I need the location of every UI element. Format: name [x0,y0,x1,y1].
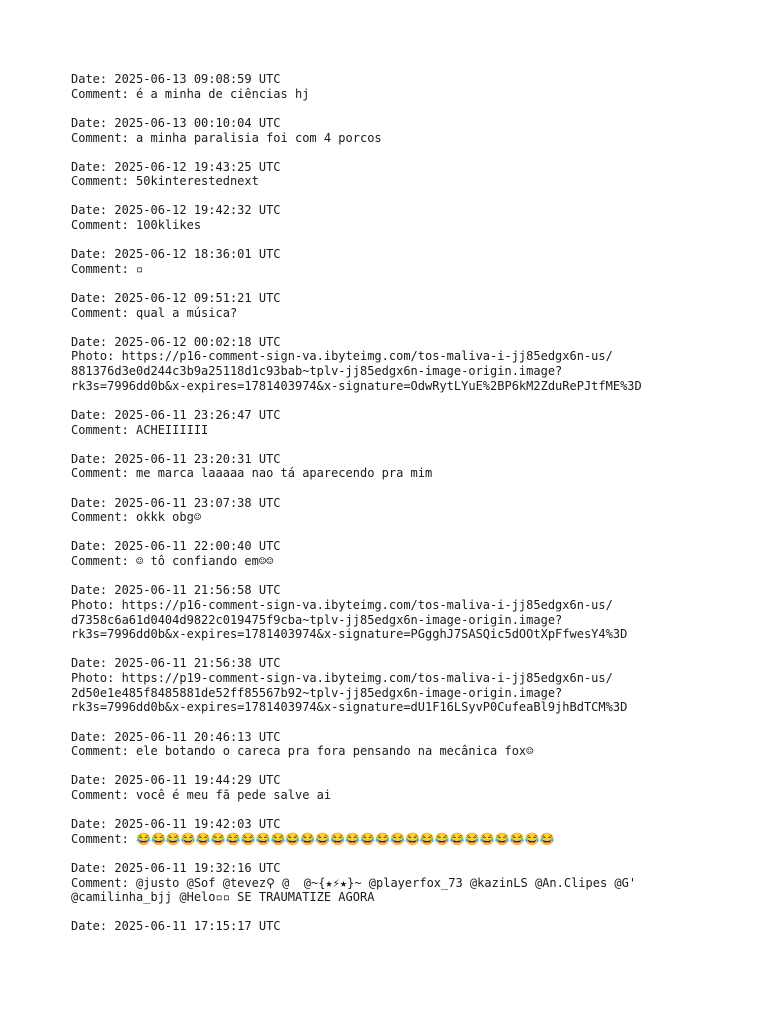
comment-entry [71,452,761,481]
entry-content: Photo: https://p16-comment-sign-va.ibyteimg.com/tos-maliva-i-jj85edgx6n-us/ [71,349,613,364]
entry-content: Comment: é a minha de ciências hj [71,86,310,101]
comment-entry [71,160,761,189]
comment-entry [71,861,761,905]
comment-entry [71,656,761,715]
entry-date: Date: 2025-06-11 23:07:38 UTC [71,495,281,510]
comment-entry [71,773,761,802]
entry-date: Date: 2025-06-11 19:32:16 UTC [71,860,281,875]
entry-content: Comment: me marca laaaaa nao tá aparecendo pra mim [71,466,433,481]
entry-date: Date: 2025-06-12 19:43:25 UTC [71,159,281,174]
entry-date: Date: 2025-06-13 00:10:04 UTC [71,115,281,130]
comment-entry [71,496,761,525]
entry-date: Date: 2025-06-12 19:42:32 UTC [71,203,281,218]
entry-content: Comment: ☺ tô confiando em☺☺ [71,554,274,569]
entry-date: Date: 2025-06-11 20:46:13 UTC [71,729,281,744]
entry-content: Comment: ACHEIIIIII [71,422,209,437]
entry-content-continued: d7358c6a61d0404d9822c019475f9cba~tplv-jj85edgx6n-image-origin.image? [71,612,563,627]
entry-content: Photo: https://p19-comment-sign-va.ibyteimg.com/tos-maliva-i-jj85edgx6n-us/ [71,671,613,686]
comment-log-document [71,72,761,949]
entry-content: Comment: ▫ [71,261,144,276]
comment-entry [71,72,761,101]
entry-date: Date: 2025-06-11 21:56:58 UTC [71,583,281,598]
entry-content-continued: rk3s=7996dd0b&x-expires=1781403974&x-signature=PGgghJ7SASQic5dOOtXpFfwesY4%3D [71,627,628,642]
entry-content-continued: rk3s=7996dd0b&x-expires=1781403974&x-signature=OdwRytLYuE%2BP6kM2ZduRePJtfME%3D [71,378,642,393]
comment-entry [71,817,761,846]
entry-content-continued: rk3s=7996dd0b&x-expires=1781403974&x-signature=dU1F16LSyvP0CufeaBl9jhBdTCM%3D [71,700,628,715]
comment-entry [71,203,761,232]
entry-date: Date: 2025-06-12 18:36:01 UTC [71,247,281,262]
entry-content: Comment: 50kinterestednext [71,174,259,189]
comment-entry [71,539,761,568]
entry-content: Comment: ele botando o careca pra fora pensando na mecânica fox☺ [71,744,534,759]
comment-entry [71,335,761,394]
entry-content: Comment: okkk obg☺ [71,510,202,525]
entry-date: Date: 2025-06-12 00:02:18 UTC [71,334,281,349]
entry-date: Date: 2025-06-11 23:20:31 UTC [71,451,281,466]
entry-content: Comment: @justo @Sof @tevez⚲ @ @~{★⚡★}~ @playerfox_73 @kazinLS @An.Clipes @G' [71,875,637,890]
entry-content-continued: 2d50e1e485f8485881de52ff85567b92~tplv-jj85edgx6n-image-origin.image? [71,685,563,700]
entry-date: Date: 2025-06-11 17:15:17 UTC [71,919,281,934]
comment-entry [71,408,761,437]
entry-content: Comment: a minha paralisia foi com 4 porcos [71,130,382,145]
comment-entry [71,291,761,320]
entry-date: Date: 2025-06-11 21:56:38 UTC [71,656,281,671]
entry-content: Comment: 😂😂😂😂😂😂😂😂😂😂😂😂😂😂😂😂😂😂😂😂😂😂😂😂😂😂😂😂 [71,831,555,846]
entry-content: Comment: você é meu fã pede salve ai [71,788,332,803]
entry-date: Date: 2025-06-12 09:51:21 UTC [71,290,281,305]
entry-content: Photo: https://p16-comment-sign-va.ibyteimg.com/tos-maliva-i-jj85edgx6n-us/ [71,597,613,612]
comment-entry [71,919,761,934]
comment-entry [71,583,761,642]
entry-content: Comment: 100klikes [71,218,202,233]
comment-entry [71,116,761,145]
entry-date: Date: 2025-06-13 09:08:59 UTC [71,72,281,86]
entry-date: Date: 2025-06-11 23:26:47 UTC [71,407,281,422]
comment-entry [71,247,761,276]
entry-date: Date: 2025-06-11 19:44:29 UTC [71,773,281,788]
entry-date: Date: 2025-06-11 19:42:03 UTC [71,817,281,832]
entry-content-continued: 881376d3e0d244c3b9a25118d1c93bab~tplv-jj85edgx6n-image-origin.image? [71,364,563,379]
comment-entry [71,730,761,759]
entry-date: Date: 2025-06-11 22:00:40 UTC [71,539,281,554]
entry-content: Comment: qual a música? [71,305,238,320]
entry-content-continued: @camilinha_bjj @Helo▫▫ SE TRAUMATIZE AGORA [71,890,375,905]
